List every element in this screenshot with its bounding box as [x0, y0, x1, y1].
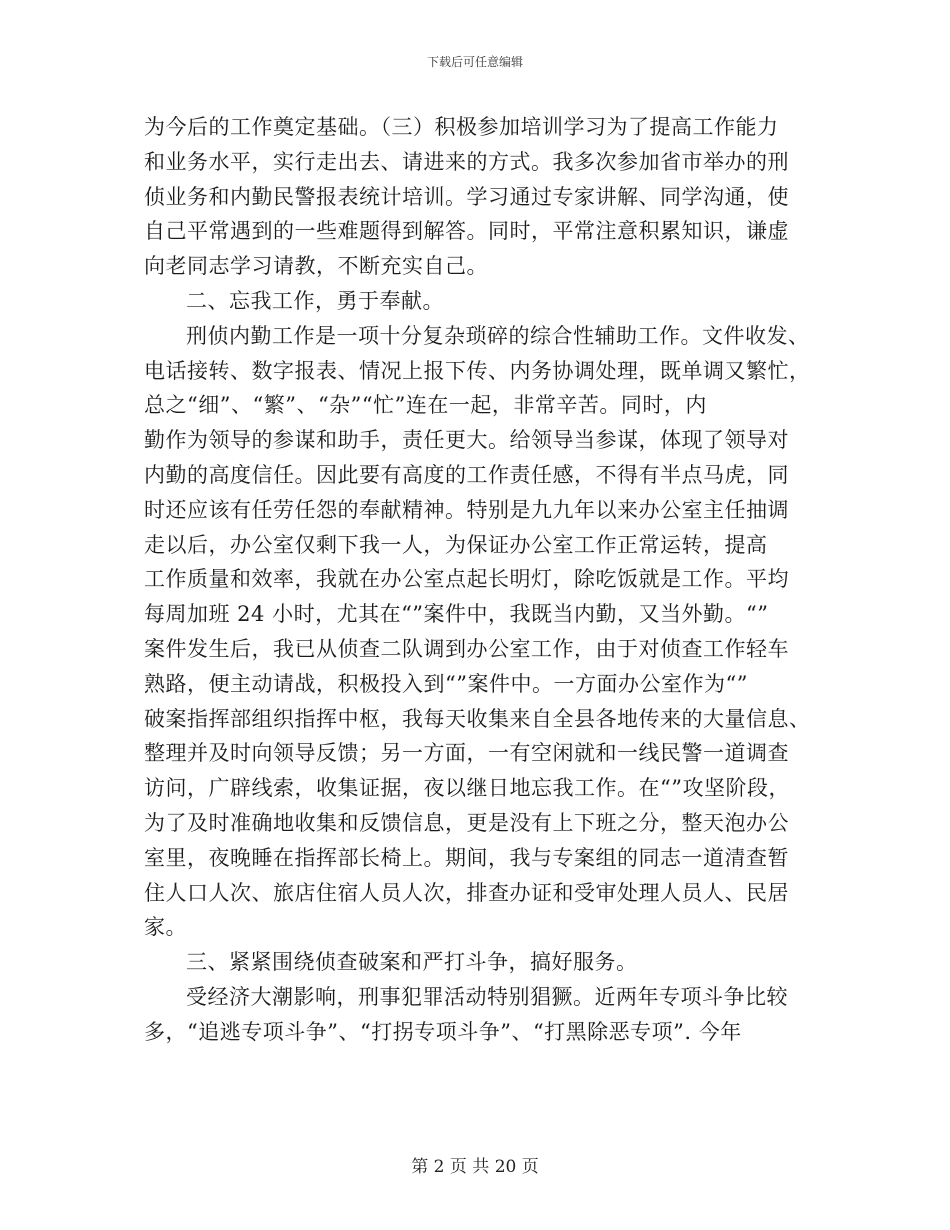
- document-body: [144, 110, 811, 1050]
- text-line: 为今后的工作奠定基础。（三）积极参加培训学习为了提高工作能力: [144, 115, 779, 139]
- section-heading: 二、忘我工作，勇于奉献。: [186, 288, 444, 313]
- text-line: 案件发生后，我已从侦查二队调到办公室工作，由于对侦查工作轻车: [144, 636, 789, 661]
- text-line: 家。: [144, 915, 187, 940]
- text-line: 为了及时准确地收集和反馈信息，更是没有上下班之分，整天泡办公: [144, 810, 789, 835]
- text-line: 室里，夜晚睡在指挥部长椅上。期间，我与专案组的同志一道清查暂: [144, 845, 789, 870]
- text-line: 自己平常遇到的一些难题得到解答。同时，平常注意积累知识，谦虚: [144, 219, 789, 244]
- text-line: 受经济大潮影响，刑事犯罪活动特别猖獗。近两年专项斗争比较: [186, 984, 788, 1009]
- text-line: 住人口人次、旅店住宿人员人次，排查办证和受审处理人员人、民居: [144, 880, 789, 905]
- text-line: 电话接转、数字报表、情况上报下传、内务协调处理，既单调又繁忙，: [144, 358, 811, 383]
- text-line: 整理并及时向领导反馈；另一方面，一有空闲就和一线民警一道调查: [144, 741, 789, 766]
- text-line: 熟路，便主动请战，积极投入到“”案件中。一方面办公室作为“”: [144, 671, 748, 696]
- text-line: 内勤的高度信任。因此要有高度的工作责任感，不得有半点马虎，同: [144, 462, 789, 487]
- text-line: 总之“细”、“繁”、“杂”“忙”连在一起，非常辛苦。同时，内: [144, 393, 707, 418]
- text-line: 破案指挥部组织指挥中枢，我每天收集来自全县各地传来的大量信息、: [144, 706, 811, 731]
- text-line: 工作质量和效率，我就在办公室点起长明灯，除吃饭就是工作。平均: [144, 567, 789, 592]
- text-line: 侦业务和内勤民警报表统计培训。学习通过专家讲解、同学沟通，使: [144, 184, 789, 209]
- page-header: 下载后可任意编辑: [426, 55, 523, 69]
- page-footer: 第 2 页 共 20 页: [411, 1157, 539, 1177]
- text-line: 每周加班 24 小时，尤其在“”案件中，我既当内勤，又当外勤。“”: [144, 602, 769, 627]
- text-line: 走以后，办公室仅剩下我一人，为保证办公室工作正常运转，提高: [144, 532, 768, 557]
- section-heading: 三、紧紧围绕侦查破案和严打斗争，搞好服务。: [186, 950, 638, 975]
- text-line: 多，“追逃专项斗争”、“打拐专项斗争”、“打黑除恶专项”. 今年: [144, 1019, 742, 1044]
- text-line: 访问，广辟线索，收集证据，夜以继日地忘我工作。在“”攻坚阶段，: [144, 776, 790, 801]
- text-line: 时还应该有任劳任怨的奉献精神。特别是九九年以来办公室主任抽调: [144, 497, 789, 522]
- text-line: 向老同志学习请教，不断充实自己。: [144, 254, 488, 279]
- text-line: 和业务水平，实行走出去、请进来的方式。我多次参加省市举办的刑: [144, 149, 789, 174]
- text-line: 刑侦内勤工作是一项十分复杂琐碎的综合性辅助工作。文件收发、: [186, 323, 810, 348]
- text-line: 勤作为领导的参谋和助手，责任更大。给领导当参谋，体现了领导对: [144, 428, 789, 453]
